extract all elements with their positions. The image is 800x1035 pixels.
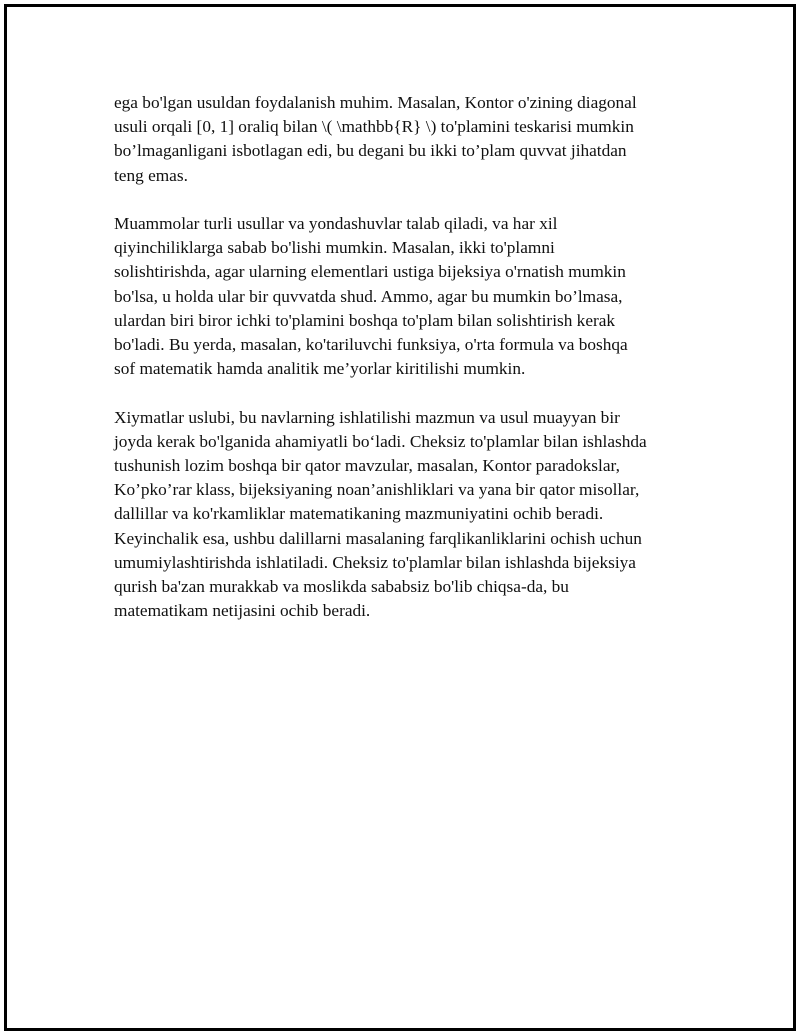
text-line: tushunish lozim boshqa bir qator mavzular, masalan, Kontor paradokslar,: [114, 456, 620, 476]
text-line: ulardan biri biror ichki to'plamini boshqa to'plam bilan solishtirish kerak: [114, 310, 616, 330]
text-line: ega bo'lgan usuldan foydalanish muhim. Masalan, Kontor o'zining diagonal: [114, 93, 637, 112]
text-line: qurish ba'zan murakkab va moslikda sababsiz bo'lib chiqsa-da, bu: [114, 577, 569, 597]
text-line: solishtirishda, agar ularning elementlari ustiga bijeksiya o'rnatish mumkin: [114, 262, 626, 282]
text-line: teng emas.: [114, 165, 188, 185]
text-line: Keyinchalik esa, ushbu dalillarni masalaning farqlikanliklarini ochish uchun: [114, 528, 642, 548]
text-line: bo'ladi. Bu yerda, masalan, ko'tariluvchi funksiya, o'rta formula va boshqa: [114, 335, 628, 355]
text-line: Xiymatlar uslubi, bu navlarning ishlatilishi mazmun va usul muayyan bir: [114, 407, 620, 427]
paragraph-3: [114, 406, 704, 624]
text-line: Muammolar turli usullar va yondashuvlar talab qiladi, va har xil: [114, 214, 558, 233]
text-line: Ko’pko’rar klass, bijeksiyaning noan’anishliklari va yana bir qator misollar,: [114, 480, 640, 500]
text-line: bo'lsa, u holda ular bir quvvatda shud. Ammo, agar bu mumkin bo’lmasa,: [114, 286, 623, 306]
document-body: [114, 91, 704, 648]
text-line: matematikam netijasini ochib beradi.: [114, 601, 371, 621]
text-line: dallillar va ko'rkamliklar matematikaning mazmuniyatini ochib beradi.: [114, 504, 604, 524]
text-line: bo’lmaganligani isbotlagan edi, bu degani bu ikki to’plam quvvat jihatdan: [114, 141, 627, 161]
text-line: joyda kerak bo'lganida ahamiyatli bo‘ladi. Cheksiz to'plamlar bilan ishlashda: [114, 431, 647, 451]
text-line: qiyinchiliklarga sabab bo'lishi mumkin. Masalan, ikki to'plamni: [114, 238, 555, 258]
text-line: sof matematik hamda analitik me’yorlar kiritilishi mumkin.: [114, 359, 526, 379]
text-line: usuli orqali [0, 1] oraliq bilan \( \mathbb{R} \) to'plamini teskarisi mumkin: [114, 117, 634, 137]
text-line: umumiylashtirishda ishlatiladi. Cheksiz to'plamlar bilan ishlashda bijeksiya: [114, 552, 636, 572]
paragraph-2: [114, 212, 704, 381]
paragraph-1: [114, 91, 704, 188]
